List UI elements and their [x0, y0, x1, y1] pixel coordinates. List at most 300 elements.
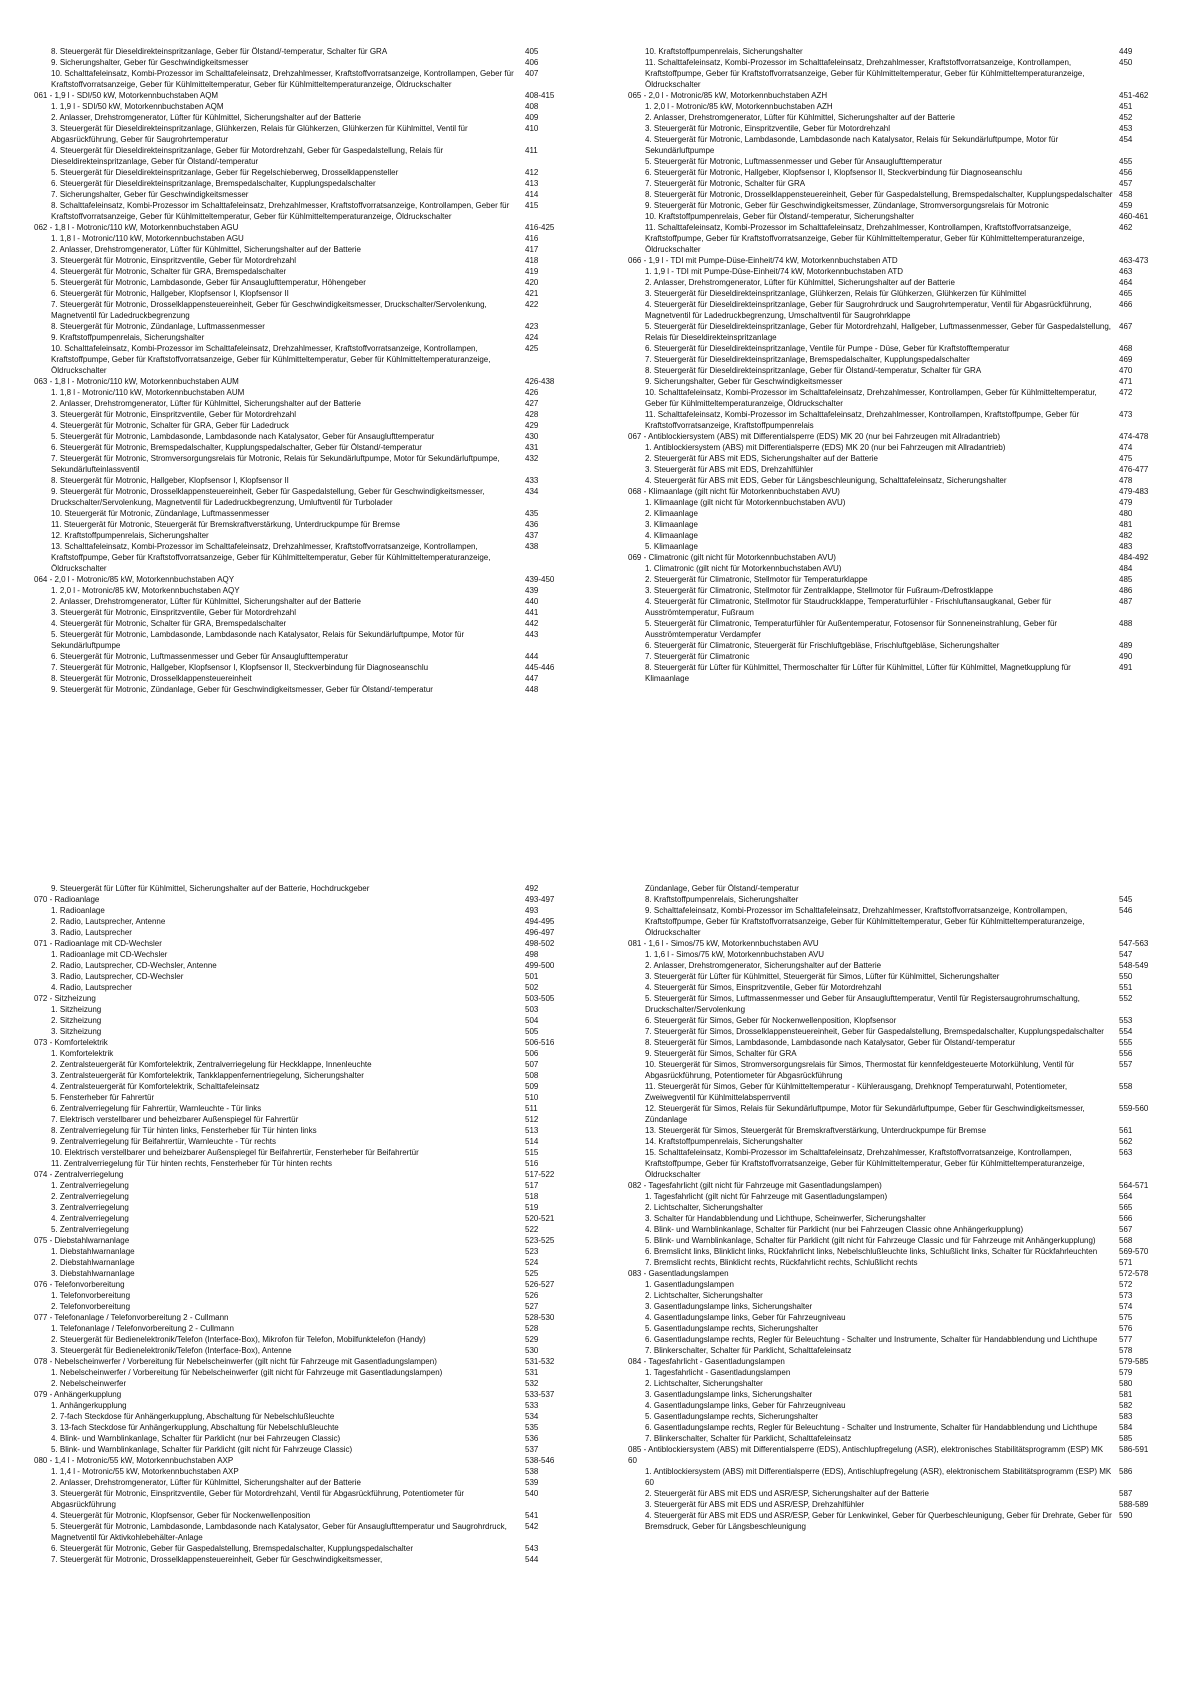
index-entry: [645, 1125, 1155, 1136]
entry-page-number: 496-497: [525, 928, 555, 937]
index-section-heading: [34, 1235, 561, 1246]
entry-title: 063 - 1,8 l - Motronic/110 kW, Motorkennbuchstaben AUM: [34, 377, 239, 386]
index-entry: [51, 618, 561, 629]
index-section-heading: [628, 1268, 1155, 1279]
index-entry: [51, 508, 561, 519]
index-entry: [51, 905, 561, 916]
index-entry: [645, 1213, 1155, 1224]
entry-title: 066 - 1,9 l - TDI mit Pumpe-Düse-Einheit/74 kW, Motorkennbuchstaben ATD: [628, 256, 898, 265]
entry-title: 6. Steuergerät für Simos, Geber für Nockenwellenposition, Klopfsensor: [645, 1016, 897, 1025]
entry-title: 8. Kraftstoffpumpenrelais, Sicherungshalter: [645, 895, 799, 904]
entry-title: 3. Steuergerät für Dieseldirekteinspritzanlage, Glühkerzen, Relais für Glühkerzen, Glühkerzen für Kühlmittel, Ventil für Abgasrückführung, Geber für Saugrohrtemperatur: [51, 124, 468, 144]
index-entry: [645, 1499, 1155, 1510]
entry-title: 3. Sitzheizung: [51, 1027, 102, 1036]
index-section-heading: [34, 1312, 561, 1323]
entry-title: 4. Blink- und Warnblinkanlage, Schalter für Parklicht (nur bei Fahrzeugen Classic ohne Anhängerkupplung): [645, 1225, 1024, 1234]
entry-title: 1. 1,9 l - SDI/50 kW, Motorkennbuchstaben AQM: [51, 102, 224, 111]
index-entry: [51, 398, 561, 409]
entry-title: 9. Zentralverriegelung für Beifahrertür, Warnleuchte - Tür rechts: [51, 1137, 276, 1146]
entry-page-number: 430: [525, 432, 539, 441]
entry-page-number: 526-527: [525, 1280, 555, 1289]
entry-page-number: 411: [525, 146, 538, 155]
index-entry: [645, 530, 1155, 541]
entry-page-number: 469: [1119, 355, 1133, 364]
index-entry: [51, 1213, 561, 1224]
index-section-heading: [628, 1444, 1155, 1466]
entry-title: 7. Steuergerät für Motronic, Schalter für GRA: [645, 179, 806, 188]
entry-page-number: 418: [525, 256, 539, 265]
entry-page-number: 447: [525, 674, 539, 683]
entry-title: 1. 1,6 l - Simos/75 kW, Motorkennbuchstaben AVU: [645, 950, 825, 959]
entry-page-number: 504: [525, 1016, 539, 1025]
entry-title: 072 - Sitzheizung: [34, 994, 96, 1003]
entry-page-number: 423: [525, 322, 539, 331]
index-entry: [645, 883, 1155, 894]
entry-title: 085 - Antiblockiersystem (ABS) mit Differentialsperre (EDS), Antischlupfregelung (ASR), elektronisches Stabilitätsprogramm (ESP) MK 60: [628, 1445, 1104, 1465]
entry-title: 6. Gasentladungslampe rechts, Regler für Beleuchtung - Schalter und Instrumente, Schalter für Handabblendung und Lichthupe: [645, 1335, 1098, 1344]
entry-page-number: 586-591: [1119, 1445, 1149, 1454]
index-entry: [51, 1257, 561, 1268]
index-entry: [645, 651, 1155, 662]
index-section-heading: [34, 1356, 561, 1367]
entry-page-number: 515: [525, 1148, 539, 1157]
entry-page-number: 440: [525, 597, 539, 606]
entry-title: 1. Antiblockiersystem (ABS) mit Differentialsperre (EDS), Antischlupfregelung (ASR), elektronischem Stabilitätsprogramm (ESP) MK 60: [645, 1467, 1112, 1487]
entry-page-number: 436: [525, 520, 539, 529]
index-entry: [51, 420, 561, 431]
entry-page-number: 470: [1119, 366, 1133, 375]
entry-title: 7. Steuergerät für Simos, Drosselklappensteuereinheit, Geber für Gaspedalstellung, Bremspedalschalter, Kupplungspedalschalter: [645, 1027, 1104, 1036]
entry-title: 2. Lichtschalter, Sicherungshalter: [645, 1203, 763, 1212]
index-entry: [51, 1202, 561, 1213]
entry-page-number: 454: [1119, 135, 1133, 144]
entry-page-number: 550: [1119, 972, 1133, 981]
entry-title: 1. 1,9 l - TDI mit Pumpe-Düse-Einheit/74 kW, Motorkennbuchstaben ATD: [645, 267, 904, 276]
entry-title: 2. Radio, Lautsprecher, CD-Wechsler, Antenne: [51, 961, 217, 970]
entry-page-number: 459: [1119, 201, 1133, 210]
index-entry: [645, 1015, 1155, 1026]
entry-title: 1. Tagesfahrlicht (gilt nicht für Fahrzeuge mit Gasentladungslampen): [645, 1192, 888, 1201]
index-entry: [645, 200, 1155, 211]
entry-page-number: 421: [525, 289, 539, 298]
index-entry: [51, 1136, 561, 1147]
entry-title: 1. Sitzheizung: [51, 1005, 102, 1014]
entry-page-number: 505: [525, 1027, 539, 1036]
entry-page-number: 516: [525, 1159, 539, 1168]
entry-page-number: 538-546: [525, 1456, 555, 1465]
entry-page-number: 439-450: [525, 575, 555, 584]
entry-title: 2. Anlasser, Drehstromgenerator, Lüfter für Kühlmittel, Sicherungshalter auf der Batterie: [645, 278, 955, 287]
entry-title: 1. Klimaanlage (gilt nicht für Motorkennbuchstaben AVU): [645, 498, 846, 507]
entry-page-number: 480: [1119, 509, 1133, 518]
index-entry: [645, 123, 1155, 134]
entry-title: 5. Zentralverriegelung: [51, 1225, 129, 1234]
entry-page-number: 522: [525, 1225, 539, 1234]
entry-page-number: 538: [525, 1467, 539, 1476]
index-entry: [51, 651, 561, 662]
entry-page-number: 498: [525, 950, 539, 959]
entry-title: 10. Steuergerät für Motronic, Zündanlage, Luftmassenmesser: [51, 509, 270, 518]
entry-title: 5. Steuergerät für Dieseldirekteinspritzanlage, Geber für Regelschieberweg, Drosselklappensteller: [51, 168, 399, 177]
entry-title: 5. Steuergerät für Motronic, Lambdasonde, Lambdasonde nach Katalysator, Geber für Ansauglufttemperatur und Saugrohrdruck, Magnetventil für Aktivkohlebehälter-Anlage: [51, 1522, 507, 1542]
index-entry: [645, 1301, 1155, 1312]
index-entry: [645, 464, 1155, 475]
index-entry: [51, 1268, 561, 1279]
entry-title: 3. Steuergerät für Bedienelektronik/Telefon (Interface-Box), Antenne: [51, 1346, 292, 1355]
index-entry: [51, 1290, 561, 1301]
entry-title: 3. Steuergerät für Motronic, Einspritzventile, Geber für Motordrehzahl: [51, 256, 296, 265]
entry-title: 6. Zentralverriegelung für Fahrertür, Warnleuchte - Tür links: [51, 1104, 262, 1113]
index-entry: [645, 1312, 1155, 1323]
index-entry: [645, 266, 1155, 277]
entry-page-number: 535: [525, 1423, 539, 1432]
index-entry: [645, 343, 1155, 354]
index-entry: [645, 1257, 1155, 1268]
index-entry: [51, 1147, 561, 1158]
entry-page-number: 540: [525, 1489, 539, 1498]
index-entry: [51, 277, 561, 288]
entry-title: 13. Schalttafeleinsatz, Kombi-Prozessor im Schalttafeleinsatz, Drehzahlmesser, Kraftstoffvorratsanzeige, Kontrollampen, Kraftstoffpumpe, Geber für Kraftstoffvorratsanzeige, Geber für Kühlmitteltemperatur, Geber für Kühlmitteltemperaturanzeige, Öldruckschalter: [51, 542, 491, 573]
entry-title: 9. Kraftstoffpumpenrelais, Sicherungshalter: [51, 333, 205, 342]
entry-page-number: 569-570: [1119, 1247, 1149, 1256]
index-entry: [51, 1070, 561, 1081]
entry-page-number: 583: [1119, 1412, 1133, 1421]
entry-page-number: 416-425: [525, 223, 555, 232]
entry-page-number: 473: [1119, 410, 1133, 419]
entry-title: 12. Kraftstoffpumpenrelais, Sicherungshalter: [51, 531, 209, 540]
entry-title: 6. Steuergerät für Motronic, Hallgeber, Klopfsensor I, Klopfsensor II, Steckverbindung für Diagnoseanschlu: [645, 168, 1023, 177]
entry-page-number: 419: [525, 267, 539, 276]
index-entry: [645, 178, 1155, 189]
entry-page-number: 532: [525, 1379, 539, 1388]
entry-page-number: 530: [525, 1346, 539, 1355]
index-entry: [51, 1510, 561, 1521]
entry-title: 7. Steuergerät für Climatronic: [645, 652, 750, 661]
index-entry: [645, 475, 1155, 486]
index-entry: [51, 1125, 561, 1136]
entry-title: 077 - Telefonanlage / Telefonvorbereitung 2 - Cullmann: [34, 1313, 229, 1322]
index-section-heading: [628, 1180, 1155, 1191]
entry-title: 2. Zentralsteuergerät für Komfortelektrik, Zentralverriegelung für Heckklappe, Innenleuchte: [51, 1060, 372, 1069]
entry-title: 5. Klimaanlage: [645, 542, 698, 551]
entry-page-number: 486: [1119, 586, 1133, 595]
index-entry: [645, 1422, 1155, 1433]
index-section-heading: [628, 255, 1155, 266]
entry-title: 6. Steuergerät für Motronic, Geber für Gaspedalstellung, Bremspedalschalter, Kupplungspedalschalter: [51, 1544, 413, 1553]
entry-page-number: 575: [1119, 1313, 1133, 1322]
entry-page-number: 417: [525, 245, 539, 254]
entry-title: 1. Anhängerkupplung: [51, 1401, 127, 1410]
entry-page-number: 527: [525, 1302, 539, 1311]
index-entry: [51, 916, 561, 927]
index-entry: [645, 376, 1155, 387]
entry-page-number: 526: [525, 1291, 539, 1300]
entry-page-number: 577: [1119, 1335, 1133, 1344]
index-entry: [645, 1334, 1155, 1345]
index-entry: [645, 156, 1155, 167]
entry-page-number: 492: [525, 884, 539, 893]
index-entry: [645, 640, 1155, 651]
entry-page-number: 579-585: [1119, 1357, 1149, 1366]
entry-page-number: 407: [525, 69, 539, 78]
entry-title: 5. Steuergerät für Motronic, Luftmassenmesser und Geber für Ansauglufttemperatur: [645, 157, 943, 166]
entry-page-number: 586: [1119, 1467, 1133, 1476]
entry-page-number: 490: [1119, 652, 1133, 661]
index-entry: [51, 530, 561, 541]
entry-page-number: 572: [1119, 1280, 1133, 1289]
entry-page-number: 463-473: [1119, 256, 1149, 265]
index-entry: [645, 596, 1155, 618]
entry-page-number: 426-438: [525, 377, 555, 386]
entry-title: 1. Telefonanlage / Telefonvorbereitung 2 - Cullmann: [51, 1324, 234, 1333]
entry-title: 7. Bremslicht rechts, Blinklicht rechts, Rückfahrlicht rechts, Schlußlicht rechts: [645, 1258, 918, 1267]
entry-title: 1. Climatronic (gilt nicht für Motorkennbuchstaben AVU): [645, 564, 842, 573]
index-entry: [645, 1026, 1155, 1037]
entry-title: 3. Gasentladungslampe links, Sicherungshalter: [645, 1390, 813, 1399]
entry-page-number: 525: [525, 1269, 539, 1278]
entry-page-number: 508: [525, 1071, 539, 1080]
entry-title: 3. Steuergerät für Motronic, Einspritzventile, Geber für Motordrehzahl: [51, 410, 296, 419]
index-section-heading: [34, 1279, 561, 1290]
entry-page-number: 558: [1119, 1082, 1133, 1091]
entry-title: 1. 1,8 l - Motronic/110 kW, Motorkennbuchstaben AUM: [51, 388, 245, 397]
index-entry: [51, 607, 561, 618]
entry-title: 4. Zentralverriegelung: [51, 1214, 129, 1223]
entry-title: 4. Gasentladungslampe links, Geber für Fahrzeugniveau: [645, 1401, 846, 1410]
index-entry: [51, 431, 561, 442]
index-entry: [645, 1433, 1155, 1444]
entry-page-number: 573: [1119, 1291, 1133, 1300]
entry-page-number: 451-462: [1119, 91, 1149, 100]
entry-page-number: 482: [1119, 531, 1133, 540]
index-entry: [51, 1466, 561, 1477]
entry-title: 070 - Radioanlage: [34, 895, 100, 904]
entry-page-number: 507: [525, 1060, 539, 1069]
index-section-heading: [34, 574, 561, 585]
entry-page-number: 553: [1119, 1016, 1133, 1025]
entry-title: 069 - Climatronic (gilt nicht für Motorkennbuchstaben AVU): [628, 553, 836, 562]
entry-page-number: 517: [525, 1181, 539, 1190]
entry-title: 8. Steuergerät für Dieseldirekteinspritzanlage, Geber für Ölstand/-temperatur, Schalter für GRA: [645, 366, 982, 375]
entry-page-number: 578: [1119, 1346, 1133, 1355]
index-section-heading: [34, 1169, 561, 1180]
entry-title: 1. Nebelscheinwerfer / Vorbereitung für Nebelscheinwerfer (gilt nicht für Fahrzeuge mit Gasentladungslampen): [51, 1368, 443, 1377]
entry-title: 6. Gasentladungslampe rechts, Regler für Beleuchtung - Schalter und Instrumente, Schalter für Handabblendung und Lichthupe: [645, 1423, 1098, 1432]
entry-page-number: 474-478: [1119, 432, 1149, 441]
entry-page-number: 498-502: [525, 939, 555, 948]
entry-page-number: 456: [1119, 168, 1133, 177]
index-entry: [645, 508, 1155, 519]
entry-title: 080 - 1,4 l - Motronic/55 kW, Motorkennbuchstaben AXP: [34, 1456, 234, 1465]
entry-page-number: 412: [525, 168, 539, 177]
entry-page-number: 533-537: [525, 1390, 555, 1399]
entry-title: 3. Schalter für Handabblendung und Lichthupe, Scheinwerfer, Sicherungshalter: [645, 1214, 926, 1223]
entry-page-number: 449: [1119, 47, 1133, 56]
entry-title: 2. Anlasser, Drehstromgenerator, Lüfter für Kühlmittel, Sicherungshalter auf der Batterie: [51, 245, 361, 254]
index-section-heading: [34, 993, 561, 1004]
entry-page-number: 506: [525, 1049, 539, 1058]
index-entry: [645, 905, 1155, 938]
entry-title: 3. Steuergerät für Motronic, Einspritzventile, Geber für Motordrehzahl: [645, 124, 890, 133]
entry-page-number: 584: [1119, 1423, 1133, 1432]
index-entry: [645, 982, 1155, 993]
entry-title: 2. Anlasser, Drehstromgenerator, Lüfter für Kühlmittel, Sicherungshalter auf der Batterie: [51, 399, 361, 408]
entry-page-number: 528: [525, 1324, 539, 1333]
entry-page-number: 523: [525, 1247, 539, 1256]
index-entry: [51, 927, 561, 938]
entry-page-number: 511: [525, 1104, 538, 1113]
entry-page-number: 523-525: [525, 1236, 555, 1245]
entry-page-number: 565: [1119, 1203, 1133, 1212]
entry-title: 2. Steuergerät für ABS mit EDS, Sicherungshalter auf der Batterie: [645, 454, 879, 463]
entry-page-number: 481: [1119, 520, 1133, 529]
index-entry: [51, 673, 561, 684]
entry-title: 4. Steuergerät für Motronic, Lambdasonde, Lambdasonde nach Katalysator, Relais für Sekundärluftpumpe, Motor für Sekundärluftpumpe: [645, 135, 1059, 155]
entry-title: 3. Steuergerät für Dieseldirekteinspritzanlage, Glühkerzen, Relais für Glühkerzen, Glühkerzen für Kühlmittel: [645, 289, 1027, 298]
index-entry: [645, 894, 1155, 905]
index-entry: [51, 343, 561, 376]
entry-title: 4. Steuergerät für Dieseldirekteinspritzanlage, Geber für Motordrehzahl, Geber für Gaspedalstellung, Relais für Dieseldirekteinspritzanlage, Geber für Ölstand/-temperatur: [51, 146, 444, 166]
entry-page-number: 420: [525, 278, 539, 287]
entry-page-number: 458: [1119, 190, 1133, 199]
entry-title: 073 - Komfortelektrik: [34, 1038, 108, 1047]
entry-title: 4. Blink- und Warnblinkanlage, Schalter für Parklicht (nur bei Fahrzeugen Classic): [51, 1434, 341, 1443]
entry-title: 062 - 1,8 l - Motronic/110 kW, Motorkennbuchstaben AGU: [34, 223, 239, 232]
index-entry: [51, 949, 561, 960]
entry-title: 076 - Telefonvorbereitung: [34, 1280, 125, 1289]
entry-page-number: 442: [525, 619, 539, 628]
entry-title: 1. Gasentladungslampen: [645, 1280, 734, 1289]
entry-page-number: 581: [1119, 1390, 1133, 1399]
entry-title: 4. Steuergerät für ABS mit EDS, Geber für Längsbeschleunigung, Schalttafeleinsatz, Sicherungshalter: [645, 476, 1007, 485]
index-entry: [51, 1059, 561, 1070]
entry-page-number: 479: [1119, 498, 1133, 507]
entry-title: 4. Steuergerät für Motronic, Schalter für GRA, Geber für Ladedruck: [51, 421, 289, 430]
entry-title: 3. Zentralverriegelung: [51, 1203, 129, 1212]
entry-page-number: 567: [1119, 1225, 1133, 1234]
entry-page-number: 546: [1119, 906, 1133, 915]
entry-title: 11. Schalttafeleinsatz, Kombi-Prozessor im Schalttafeleinsatz, Drehzahlmesser, Kontrollampen, Kraftstoffvorratsanzeige, Kraftstoffpumpe, Geber für Kraftstoffvorratsanzeige, Geber für Kühlmitteltemperatur, Geber für Kühlmitteltemperaturanzeige, Öldruckschalter: [645, 223, 1085, 254]
entry-page-number: 434: [525, 487, 539, 496]
entry-title: 5. Gasentladungslampe rechts, Sicherungshalter: [645, 1412, 818, 1421]
index-entry: [51, 167, 561, 178]
index-entry: [645, 574, 1155, 585]
entry-page-number: 524: [525, 1258, 539, 1267]
index-entry: [51, 662, 561, 673]
entry-page-number: 587: [1119, 1489, 1133, 1498]
index-entry: [51, 1543, 561, 1554]
entry-page-number: 556: [1119, 1049, 1133, 1058]
index-section-heading: [628, 1356, 1155, 1367]
index-entry: [51, 255, 561, 266]
index-section-heading: [34, 90, 561, 101]
entry-title: 8. Steuergerät für Simos, Lambdasonde, Lambdasonde nach Katalysator, Geber für Ölstand/-temperatur: [645, 1038, 1015, 1047]
entry-page-number: 441: [525, 608, 539, 617]
index-entry: [645, 519, 1155, 530]
entry-title: 084 - Tagesfahrlicht - Gasentladungslampen: [628, 1357, 785, 1366]
entry-page-number: 409: [525, 113, 539, 122]
entry-page-number: 513: [525, 1126, 539, 1135]
index-entry: [645, 618, 1155, 640]
entry-page-number: 512: [525, 1115, 539, 1124]
index-entry: [645, 1323, 1155, 1334]
entry-page-number: 571: [1119, 1258, 1133, 1267]
entry-page-number: 539: [525, 1478, 539, 1487]
entry-page-number: 487: [1119, 597, 1133, 606]
index-section-heading: [34, 376, 561, 387]
index-entry: [51, 1345, 561, 1356]
entry-title: 8. Steuergerät für Lüfter für Kühlmittel, Thermoschalter für Lüfter für Kühlmittel, Lüfter für Kühlmittel, Magnetkupplung für Klimaanlage: [645, 663, 1071, 683]
index-section-heading: [34, 1037, 561, 1048]
entry-page-number: 465: [1119, 289, 1133, 298]
entry-page-number: 506-516: [525, 1038, 555, 1047]
entry-page-number: 466: [1119, 300, 1133, 309]
index-section-heading: [628, 431, 1155, 442]
entry-page-number: 537: [525, 1445, 539, 1454]
index-entry: [51, 57, 561, 68]
entry-page-number: 494-495: [525, 917, 555, 926]
entry-page-number: 576: [1119, 1324, 1133, 1333]
index-entry: [645, 1488, 1155, 1499]
index-section-heading: [34, 938, 561, 949]
entry-title: 071 - Radioanlage mit CD-Wechsler: [34, 939, 162, 948]
index-entry: [51, 145, 561, 167]
index-entry: [51, 1444, 561, 1455]
entry-title: 1. Antiblockiersystem (ABS) mit Differentialsperre (EDS) MK 20 (nur bei Fahrzeugen mit Allradantrieb): [645, 443, 1006, 452]
entry-title: 7. Steuergerät für Dieseldirekteinspritzanlage, Bremspedalschalter, Kupplungspedalschalter: [645, 355, 970, 364]
entry-title: 10. Kraftstoffpumpenrelais, Sicherungshalter: [645, 47, 803, 56]
index-entry: [51, 442, 561, 453]
entry-title: 3. 13-fach Steckdose für Anhängerkupplung, Abschaltung für Nebelschlußleuchte: [51, 1423, 339, 1432]
entry-title: 5. Steuergerät für Climatronic, Temperaturfühler für Außentemperatur, Fotosensor für Sonneneinstrahlung, Geber für Ausströmtemperatur Verdampfer: [645, 619, 1058, 639]
entry-title: 11. Steuergerät für Simos, Geber für Kühlmitteltemperatur - Kühlerausgang, Drehknopf Temperaturwahl, Potentiometer, Zweiwegventil für Kühlmittelabsperrventil: [645, 1082, 1068, 1102]
entry-page-number: 520-521: [525, 1214, 555, 1223]
index-entry: [51, 1488, 561, 1510]
entry-page-number: 425: [525, 344, 539, 353]
index-section-heading: [34, 1455, 561, 1466]
entry-title: 4. Steuergerät für Simos, Einspritzventile, Geber für Motordrehzahl: [645, 983, 882, 992]
entry-page-number: 410: [525, 124, 539, 133]
entry-page-number: 555: [1119, 1038, 1133, 1047]
index-entry: [645, 453, 1155, 464]
index-entry: [645, 46, 1155, 57]
entry-title: 1. 1,4 l - Motronic/55 kW, Motorkennbuchstaben AXP: [51, 1467, 239, 1476]
index-entry: [645, 409, 1155, 431]
entry-title: 079 - Anhängerkupplung: [34, 1390, 122, 1399]
index-entry: [645, 101, 1155, 112]
entry-page-number: 588-589: [1119, 1500, 1149, 1509]
entry-title: 3. Steuergerät für ABS mit EDS, Drehzahlfühler: [645, 465, 814, 474]
entry-title: 7. Steuergerät für Motronic, Drosselklappensteuereinheit, Geber für Geschwindigkeitsmesser, Druckschalter/Servolenkung, Magnetventil für Ladedruckbegrenzung: [51, 300, 487, 320]
entry-title: 3. Steuergerät für Climatronic, Stellmotor für Zentralklappe, Stellmotor für Fußraum-/Defrostklappe: [645, 586, 994, 595]
index-entry: [645, 949, 1155, 960]
entry-title: 8. Zentralverriegelung für Tür hinten links, Fensterheber für Tür hinten links: [51, 1126, 317, 1135]
entry-title: 8. Steuergerät für Motronic, Zündanlage, Luftmassenmesser: [51, 322, 265, 331]
entry-title: 8. Steuergerät für Motronic, Hallgeber, Klopfsensor I, Klopfsensor II: [51, 476, 289, 485]
entry-title: 3. Gasentladungslampe links, Sicherungshalter: [645, 1302, 813, 1311]
entry-title: 4. Steuergerät für Motronic, Schalter für GRA, Bremspedalschalter: [51, 267, 287, 276]
entry-page-number: 435: [525, 509, 539, 518]
entry-page-number: 405: [525, 47, 539, 56]
entry-title: 078 - Nebelscheinwerfer / Vorbereitung für Nebelscheinwerfer (gilt nicht für Fahrzeuge mit Gasentladungslampen): [34, 1357, 437, 1366]
entry-title: 2. Radio, Lautsprecher, Antenne: [51, 917, 166, 926]
index-entry: [645, 1466, 1155, 1488]
entry-title: 10. Schalttafeleinsatz, Kombi-Prozessor im Schalttafeleinsatz, Drehzahlmesser, Kraftstoffvorratsanzeige, Kontrollampen, Kraftstoffpumpe, Geber für Kraftstoffvorratsanzeige, Geber für Kühlmitteltemperatur, Geber für Kühlmitteltemperaturanzeige, Öldruckschalter: [51, 344, 491, 375]
entry-title: 11. Steuergerät für Motronic, Steuergerät für Bremskraftverstärkung, Unterdruckpumpe für Bremse: [51, 520, 400, 529]
entry-title: 1. Diebstahlwarnanlage: [51, 1247, 135, 1256]
entry-title: 13. Steuergerät für Simos, Steuergerät für Bremskraftverstärkung, Unterdruckpumpe für Bremse: [645, 1126, 987, 1135]
index-entry: [51, 233, 561, 244]
